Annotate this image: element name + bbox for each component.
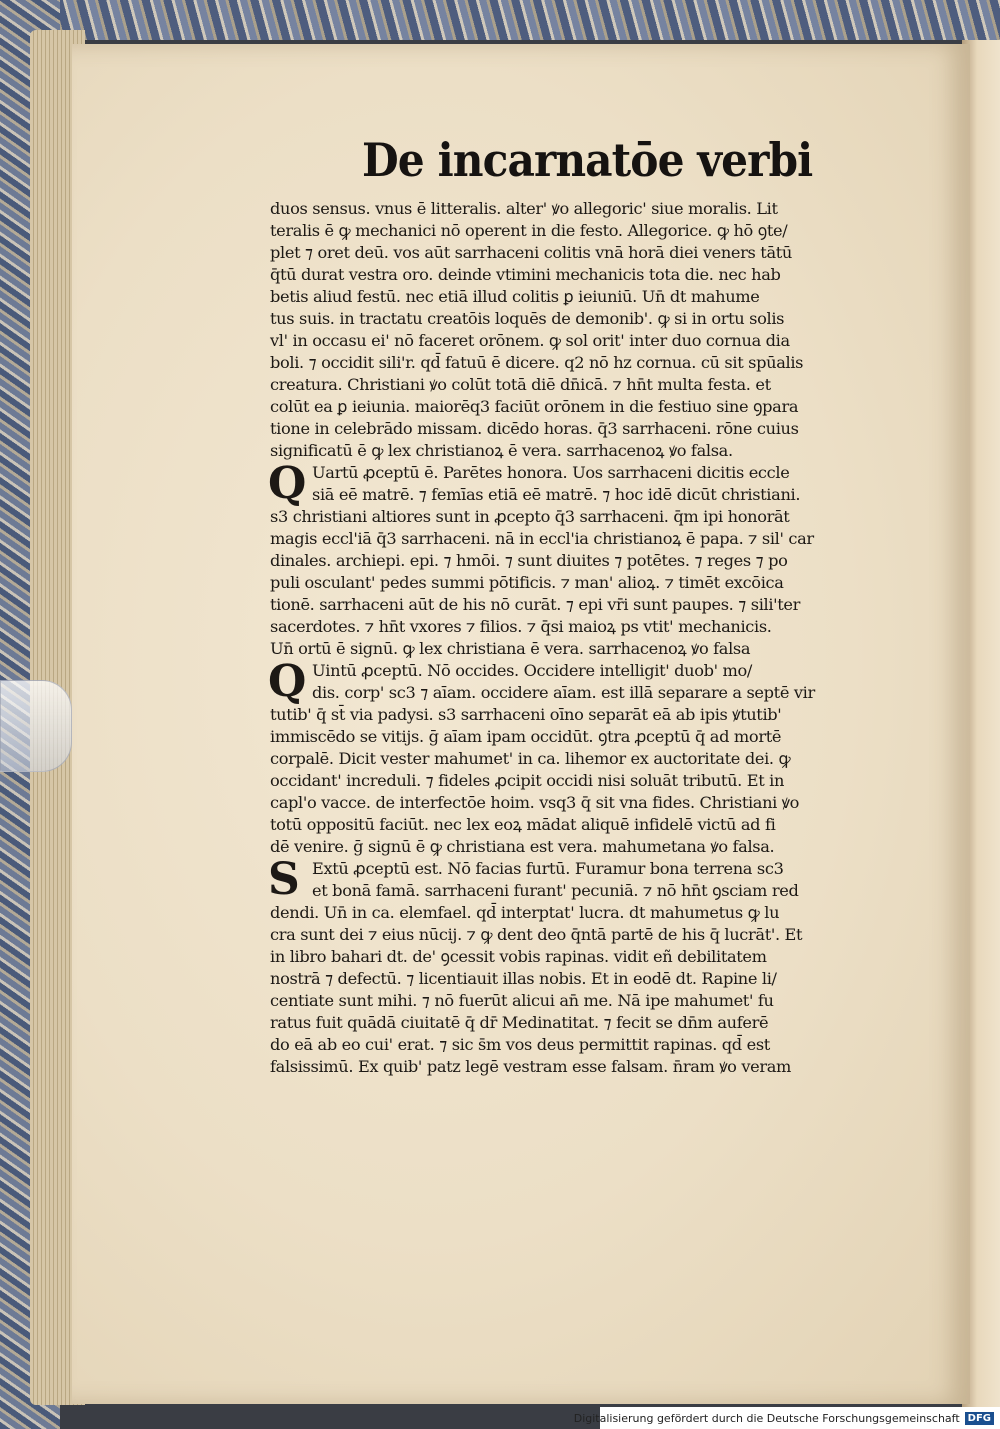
text-line: totū oppositū faciūt. nec lex eoꝝ mādat aliquē infidelē victū ad fi — [270, 815, 776, 834]
text-line: nostrā ⁊ defectū. ⁊ licentiauit illas nobis. Et in eodē dt. Rapine li/ — [270, 969, 777, 988]
text-line: et bonā famā. sarrhaceni furant' pecuniā. ⁊ nō hn̄t ꝯsciam red — [312, 881, 799, 900]
text-line: cra sunt dei ⁊ eius nūcij. ⁊ ꝙ dent deo q̄ntā partē de his q̄ lucrāt'. Et — [270, 925, 803, 944]
page-heading: De incarnatōe verbi — [362, 133, 813, 187]
dfg-logo: DFG — [965, 1412, 994, 1425]
drop-capital: S — [268, 854, 300, 905]
text-line-content: Uintū ꝓceptū. Nō occides. Occidere intelligit' duob' mo/ — [312, 661, 753, 680]
text-line-content: Uartū ꝓceptū ē. Parētes honora. Uos sarrhaceni dicitis eccle — [312, 463, 790, 482]
text-line: ratus fuit quādā ciuitatē q̄ dr̄ Medinatitat. ⁊ fecit se dn̄m auferē — [270, 1013, 769, 1032]
text-line: magis eccl'iā q̄3 sarrhaceni. nā in eccl'ia christianoꝝ ē papa. ⁊ sil' car — [270, 529, 814, 548]
text-line: occidant' increduli. ⁊ fideles ꝓcipit occidi nisi soluāt tributū. Et in — [270, 771, 785, 790]
text-line: betis aliud festū. nec etiā illud colitis ꝑ ieiuniū. Un̄ dt mahume — [270, 287, 760, 306]
text-line: colūt ea ꝑ ieiunia. maiorēq3 faciūt orōnem in die festiuo sine ꝯpara — [270, 397, 799, 416]
text-block — [270, 198, 855, 1078]
text-line: falsissimū. Ex quib' patz legē vestram esse falsam. n̄ram ꝟo veram — [270, 1057, 792, 1076]
text-line: sacerdotes. ⁊ hn̄t vxores ⁊ filios. ⁊ q̄si maioꝝ ps vtit' mechanicis. — [270, 617, 772, 636]
drop-capital: Q — [268, 458, 306, 509]
text-line: immiscēdo se vitijs. ḡ aīam ipam occidūt. ꝯtra ꝓceptū q̄ ad mortē — [270, 727, 782, 746]
text-line: dendi. Un̄ in ca. elemfael. qd̄ interptat' lucra. dt mahumetus ꝙ lu — [270, 903, 780, 922]
text-line: centiate sunt mihi. ⁊ nō fuerūt alicui an̄ me. Nā ipe mahumet' fu — [270, 991, 774, 1010]
text-line: significatū ē ꝙ lex christianoꝝ ē vera. sarrhacenoꝝ ꝟo falsa. — [270, 441, 733, 460]
text-line: plet ⁊ oret deū. vos aūt sarrhaceni colitis vnā horā diei veners tātū — [270, 243, 792, 262]
text-line: dinales. archiepi. epi. ⁊ hmōi. ⁊ sunt diuites ⁊ potētes. ⁊ reges ⁊ po — [270, 551, 788, 570]
footer-credit: Digitalisierung gefördert durch die Deutsche Forschungsgemeinschaft — [573, 1411, 960, 1425]
text-line: creatura. Christiani ꝟo colūt totā diē dn̄icā. ⁊ hn̄t multa festa. et — [270, 375, 771, 394]
page-clip — [0, 680, 72, 772]
text-line: vl' in occasu ei' nō faceret orōnem. ꝙ sol orit' inter duo cornua dia — [270, 331, 790, 350]
text-line: dis. corp' sc3 ⁊ aīam. occidere aīam. est illā separare a septē vir — [312, 683, 815, 702]
text-line: teralis ē ꝙ mechanici nō operent in die festo. Allegorice. ꝙ hō ꝯte/ — [270, 221, 788, 240]
text-line: tutib' q̄ st̄ via padysi. s3 sarrhaceni oīno separāt eā ab ipis ꝟtutib' — [270, 705, 782, 724]
text-line: Un̄ ortū ē signū. ꝙ lex christiana ē vera. sarrhacenoꝝ ꝟo falsa — [270, 639, 751, 658]
text-line: siā eē matrē. ⁊ femīas etiā eē matrē. ⁊ hoc idē dicūt christiani. — [312, 485, 801, 504]
marbled-board-top — [0, 0, 1000, 40]
text-line: in libro bahari dt. de' ꝯcessit vobis rapinas. vidit eñ debilitatem — [270, 947, 767, 966]
text-line: tus suis. in tractatu creatōis loquēs de demonib'. ꝙ si in ortu solis — [270, 309, 785, 328]
text-line: capl'o vacce. de interfectōe hoim. vsq3 q̄ sit vna fides. Christiani ꝟo — [270, 793, 799, 812]
text-line: s3 christiani altiores sunt in ꝓcepto q̄3 sarrhaceni. q̄m ipi honorāt — [270, 507, 790, 526]
text-line: puli osculant' pedes summi pōtificis. ⁊ man' alioꝝ. ⁊ timēt excōica — [270, 573, 784, 592]
footer-bar — [573, 1407, 1000, 1429]
text-line: tionē. sarrhaceni aūt de his nō curāt. ⁊ epi vr̄i sunt paupes. ⁊ sili'ter — [270, 595, 801, 614]
text-line: dē venire. ḡ signū ē ꝙ christiana est vera. mahumetana ꝟo falsa. — [270, 837, 775, 856]
text-line: boli. ⁊ occidit sili'r. qd̄ fatuū ē dicere. q2 nō hz cornua. cū sit spūalis — [270, 353, 804, 372]
text-line: corpalē. Dicit vester mahumet' in ca. lihemor ex auctoritate dei. ꝙ — [270, 749, 791, 768]
text-line-content: Extū ꝓceptū est. Nō facias furtū. Furamur bona terrena sc3 — [312, 859, 784, 878]
text-line: do eā ab eo cui' erat. ⁊ sic s̄m vos deus permittit rapinas. qd̄ est — [270, 1035, 770, 1054]
text-line: duos sensus. vnus ē litteralis. alter' ꝟo allegoric' siue moralis. Lit — [270, 199, 778, 218]
text-line: tione in celebrādo missam. dicēdo horas. q̄3 sarrhaceni. rōne cuius — [270, 419, 799, 438]
drop-capital: Q — [268, 656, 306, 707]
text-line: q̄tū durat vestra oro. deinde vtimini mechanicis tota die. nec hab — [270, 265, 781, 284]
